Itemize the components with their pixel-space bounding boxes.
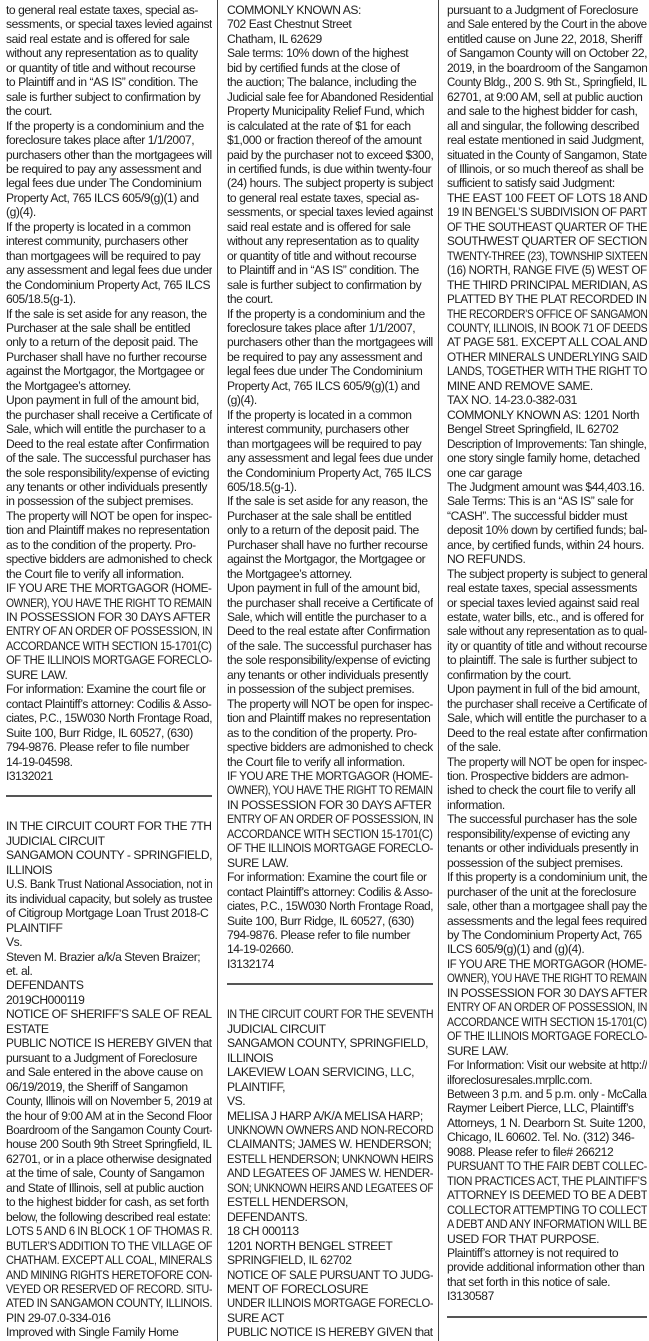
notice-text-line: any assessment and legal fees due under [227, 451, 433, 466]
notice-text-line: Property Act, 765 ILCS 605/9(g)(1) and [227, 378, 420, 393]
notice-text-line: County, Illinois will on November 5, 2019 at [6, 1094, 212, 1109]
notice-text-line: PIN 29-07.0-334-016 [6, 1310, 111, 1325]
notice-text-line: ILCS 605/9(g)(1) and (g)(4). [447, 942, 585, 957]
notice-text-line: “CASH”. The successful bidder must [447, 508, 628, 523]
notice-text-line: foreclosure takes place after 1/1/2007, [6, 133, 195, 148]
notice-separator-rule [447, 1316, 647, 1318]
notice-text-line: 9088. Please refer to file# 266212 [447, 1144, 614, 1159]
notice-text-line: be required to pay any assessment and [6, 161, 202, 176]
notice-text-line: in possession of the subject premises. [6, 494, 194, 509]
notice-text-line: CLAIMANTS; JAMES W. HENDERSON; [227, 1137, 432, 1152]
notice-text-line: Upon payment in full of the bid amount, [447, 682, 640, 697]
notice-text-line: SURE LAW. [227, 855, 289, 870]
notice-text-line: THE RECORDER’S OFFICE OF SANGAMON [447, 306, 647, 321]
notice-text-line: sale is further subject to confirmation by [6, 89, 201, 104]
notice-text-line: 62701, or in a place otherwise designated [6, 1151, 212, 1166]
notice-text-line: contact Plaintiff’s attorney: Codilis & Asso- [227, 884, 433, 899]
notice-text-line: (16) NORTH, RANGE FIVE (5) WEST OF [447, 263, 647, 278]
notice-text-line: The successful purchaser has the sole [447, 812, 637, 827]
notice-text-line: The property will NOT be open for inspec- [447, 754, 647, 769]
notice-text-line: PUBLIC NOTICE IS HEREBY GIVEN that [227, 1325, 433, 1340]
column-2 [227, 3, 433, 1341]
notice-text-line: PLATTED BY THE PLAT RECORDED IN [447, 292, 647, 307]
notice-text-line: NO REFUNDS. [447, 552, 526, 567]
notice-text-line: The property will NOT be open for inspec- [227, 696, 433, 711]
notice-text-line: any tenants or other individuals presently [6, 479, 207, 494]
notice-text-line: of Illinois, or so much thereof as shall be [447, 161, 644, 176]
notice-text-line: I3130587 [447, 1289, 494, 1304]
notice-text-line: bid by certified funds at the close of [227, 60, 400, 75]
notice-text-line: the purchaser shall receive a Certificate of [447, 696, 647, 711]
notice-text-line: to general real estate taxes, special as- [6, 3, 198, 17]
notice-text-line: ity or quantity of title and without recourse [447, 638, 647, 653]
notice-text-line: MINE AND REMOVE SAME. [447, 378, 593, 393]
notice-text-line: of the sale. [447, 740, 501, 755]
notice-text-line: in possession of the subject premises. [227, 682, 415, 697]
notice-text-line: to plaintiff. The sale is further subject to [447, 653, 638, 668]
notice-text-line: the court. [6, 104, 52, 119]
notice-text-line: PUBLIC NOTICE IS HEREBY GIVEN that [6, 1036, 212, 1051]
notice-text-line: or quantity of title and without recourse [6, 60, 196, 75]
notice-text-line: the Condominium Property Act, 765 ILCS [6, 277, 211, 292]
notice-text-line: The subject property is subject to general [447, 566, 647, 581]
notice-text-line: against the Mortgagor, the Mortgagee or [6, 364, 205, 379]
notice-text-line: of the sale. The successful purchaser has [6, 451, 211, 466]
notice-text-line: by The Condominium Property Act, 765 [447, 928, 642, 942]
notice-text-line: than mortgagees will be required to pay [227, 436, 422, 451]
notice-text-line: ENTRY OF AN ORDER OF POSSESSION, IN [447, 1000, 647, 1015]
notice-text-line: Between 3 p.m. and 5 p.m. only - McCalla [447, 1086, 647, 1101]
notice-text-line: et. al. [6, 964, 33, 978]
notice-text-line: If the sale is set aside for any reason, the [6, 306, 207, 321]
notice-text-line: or quantity of title and without recourse [227, 248, 417, 263]
notice-text-line: NOTICE OF SALE PURSUANT TO JUDG- [227, 1267, 433, 1282]
notice-text-line: Boardroom of the Sangamon County Court- [6, 1122, 212, 1137]
notice-text-line: be required to pay any assessment and [227, 349, 423, 364]
notice-text-line: UNDER ILLINOIS MORTGAGE FORECLO- [227, 1296, 433, 1311]
legal-notice-block [227, 1007, 433, 1339]
notice-text-line: the Court file to verify all information. [227, 754, 405, 769]
notice-text-line: LANDS, TOGETHER WITH THE RIGHT TO [447, 364, 647, 379]
notice-text-line: ESTATE [6, 1021, 49, 1036]
notice-text-line: PLAINTIFF [6, 920, 63, 935]
notice-text-line: situated in the County of Sangamon, State [447, 147, 647, 162]
notice-text-line: said real estate and is offered for sale [227, 219, 411, 234]
notice-text-line: purchasers other than the mortgagees will [6, 147, 212, 162]
notice-text-line: ance, by certified funds, within 24 hours. [447, 537, 644, 552]
notice-text-line: Steven M. Brazier a/k/a Steven Braizer; [6, 949, 201, 964]
notice-text-line: AND MINING RIGHTS HERETOFORE CON- [6, 1267, 212, 1282]
legal-notice-block [227, 3, 433, 971]
notice-text-line: ILLINOIS [227, 1050, 274, 1065]
notice-text-line: than mortgagees will be required to pay [6, 248, 201, 263]
notice-text-line: 2019, in the boardroom of the Sangamon [447, 60, 647, 75]
notice-text-line: purchaser of the unit at the foreclosure [447, 884, 637, 899]
notice-text-line: pursuant to a Judgment of Foreclosure [447, 3, 639, 17]
notice-text-line: interest community, purchasers other [227, 422, 409, 437]
notice-text-line: MENT OF FORECLOSURE [227, 1281, 369, 1296]
notice-text-line: 605/18.5(g-1). [6, 292, 76, 307]
notice-text-line: SURE LAW. [6, 667, 68, 682]
legal-notice-block [447, 3, 647, 1304]
notice-text-line: I3132174 [227, 956, 274, 971]
notice-text-line: deposit 10% down by certified funds; bal- [447, 523, 647, 538]
notice-text-line: at the time of sale, County of Sangamon [6, 1166, 205, 1181]
notice-text-line: Upon payment in full of the amount bid, [6, 393, 199, 408]
notice-text-line: its individual capacity, but solely as trustee [6, 891, 212, 906]
notice-text-line: the purchaser shall receive a Certificate of [227, 595, 433, 610]
notice-text-line: LOTS 5 AND 6 IN BLOCK 1 OF THOMAS R. [6, 1224, 212, 1239]
notice-text-line: THE THIRD PRINCIPAL MERIDIAN, AS [447, 277, 647, 292]
notice-text-line: and Sale entered in the above cause on [6, 1065, 203, 1080]
notice-text-line: OWNER), YOU HAVE THE RIGHT TO REMAIN [447, 971, 647, 986]
notice-text-line: Judicial sale fee for Abandoned Residential [227, 89, 433, 104]
notice-text-line: of Citigroup Mortgage Loan Trust 2018-C [6, 906, 209, 921]
notice-text-line: If the property is a condominium and the [6, 118, 204, 133]
notice-text-line: pursuant to a Judgment of Foreclosure [6, 1050, 198, 1065]
notice-text-line: 794-9876. Please refer to file number [6, 740, 190, 755]
notice-text-line: ATTORNEY IS DEEMED TO BE A DEBT [447, 1188, 647, 1203]
notice-text-line: legal fees due under The Condominium [227, 364, 423, 379]
notice-text-line: (g)(4). [6, 205, 36, 220]
notice-text-line: ATED IN SANGAMON COUNTY, ILLINOIS. [6, 1296, 212, 1311]
notice-text-line: Suite 100, Burr Ridge, IL 60527, (630) [227, 913, 414, 928]
notice-text-line: IF YOU ARE THE MORTGAGOR (HOME- [447, 956, 647, 971]
notice-text-line: estate, water bills, etc., and is offered for [447, 610, 644, 625]
notice-text-line: that set forth in this notice of sale. [447, 1274, 611, 1289]
notice-text-line: Description of Improvements: Tan shingle, [447, 436, 647, 451]
notice-text-line: the auction; The balance, including the [227, 75, 417, 90]
notice-text-line: SURE LAW. [447, 1043, 509, 1058]
notice-text-line: THE EAST 100 FEET OF LOTS 18 AND [447, 190, 647, 205]
notice-text-line: If the property is located in a common [6, 219, 191, 234]
notice-text-line: If this property is a condominium unit, the [447, 870, 647, 885]
notice-text-line: ENTRY OF AN ORDER OF POSSESSION, IN [227, 812, 433, 827]
notice-text-line: 18 CH 000113 [227, 1224, 299, 1239]
legal-notice-block [6, 819, 212, 1339]
column-3 [447, 3, 647, 1341]
notice-text-line: Purchaser shall have no further recourse [6, 349, 207, 364]
notice-text-line: or special taxes levied against said real [447, 595, 639, 610]
notice-text-line: Suite 100, Burr Ridge, IL 60527, (630) [6, 725, 193, 740]
notice-text-line: 2019CH000119 [6, 992, 85, 1007]
notice-text-line: ciates, P.C., 15W030 North Frontage Road, [6, 711, 212, 726]
notice-text-line: tion and Plaintiff makes no representation [6, 523, 210, 538]
notice-text-line: house 200 South 9th Street Springfield, IL [6, 1137, 212, 1152]
notice-text-line: the sole responsibility/expense of evicting [227, 653, 431, 668]
notice-text-line: SOUTHWEST QUARTER OF SECTION [447, 234, 647, 249]
notice-text-line: 06/19/2019, the Sheriff of Sangamon [6, 1079, 188, 1094]
notice-text-line: and State of Illinois, sell at public auction [6, 1180, 204, 1195]
notice-text-line: foreclosure takes place after 1/1/2007, [227, 320, 416, 335]
notice-text-line: contact Plaintiff’s attorney: Codilis & Asso- [6, 696, 212, 711]
notice-text-line: COMMONLY KNOWN AS: 1201 North [447, 407, 640, 422]
notice-text-line: only to a return of the deposit paid. The [6, 335, 198, 350]
notice-text-line: purchasers other than the mortgagees will [227, 335, 433, 350]
notice-text-line: ESTELL HENDERSON, [227, 1195, 348, 1210]
notice-text-line: I3132021 [6, 769, 53, 784]
notice-text-line: real estate mentioned in said Judgment, [447, 133, 644, 148]
notice-text-line: Vs. [6, 935, 23, 950]
notice-text-line: CHATHAM. EXCEPT ALL COAL, MINERALS [6, 1253, 212, 1268]
notice-text-line: Sale, which will entitle the purchaser to a [227, 610, 427, 625]
notice-text-line: AND LEGATEES OF JAMES W. HENDER- [227, 1166, 433, 1181]
notice-text-line: IN THE CIRCUIT COURT FOR THE SEVENTH [227, 1007, 433, 1022]
notice-text-line: Sale, which will entitle the purchaser to a [6, 422, 206, 437]
notice-text-line: COMMONLY KNOWN AS: [227, 3, 361, 17]
notice-text-line: Sale, which will entitle the purchaser to a [447, 711, 647, 726]
notice-text-line: ished to check the court file to verify all [447, 783, 636, 798]
notice-text-line: the Mortgagee’s attorney. [227, 566, 352, 581]
notice-text-line: all and singular, the following described [447, 118, 639, 133]
notice-text-line: ILLINOIS [6, 862, 53, 877]
column-divider [217, 0, 218, 1341]
notice-text-line: IN POSSESSION FOR 30 DAYS AFTER [447, 985, 647, 1000]
notice-text-line: County Bldg., 200 S. 9th St., Springfield, IL [447, 75, 647, 90]
notice-text-line: tenants or other individuals presently in [447, 841, 639, 856]
notice-text-line: AT PAGE 581. EXCEPT ALL COAL AND [447, 335, 647, 350]
notice-text-line: IF YOU ARE THE MORTGAGOR (HOME- [6, 581, 212, 596]
notice-text-line: sufficient to satisfy said Judgment: [447, 176, 615, 191]
notice-text-line: IN POSSESSION FOR 30 DAYS AFTER [227, 797, 432, 812]
notice-text-line: provide additional information other than [447, 1260, 645, 1275]
notice-text-line: 1201 NORTH BENGEL STREET [227, 1238, 393, 1253]
notice-text-line: against the Mortgagor, the Mortgagee or [227, 552, 426, 567]
notice-text-line: SON; UNKNOWN HEIRS AND LEGATEES OF [227, 1180, 433, 1195]
notice-text-line: Chicago, IL 60602. Tel. No. (312) 346- [447, 1130, 635, 1145]
notice-text-line: Property Act, 765 ILCS 605/9(g)(1) and [6, 190, 199, 205]
notice-text-line: the court. [227, 292, 273, 307]
notice-text-line: Plaintiff’s attorney is not required to [447, 1245, 619, 1260]
notice-text-line: the purchaser shall receive a Certificate of [6, 407, 212, 422]
notice-text-line: For information: Examine the court file or [6, 682, 206, 697]
notice-text-line: one car garage [447, 465, 523, 480]
notice-text-line: without any representation as to quality [227, 234, 419, 249]
notice-text-line: For Information: Visit our website at http:// [447, 1058, 647, 1073]
notice-text-line: U.S. Bank Trust National Association, not in [6, 877, 212, 892]
notice-text-line: the Court file to verify all information. [6, 566, 184, 581]
notice-text-line: ciates, P.C., 15W030 North Frontage Road, [227, 899, 433, 914]
notice-text-line: Deed to the real estate after confirmation [447, 725, 647, 740]
notice-text-line: real estate taxes, special assessments [447, 581, 637, 596]
notice-text-line: ilforeclosuresales.mrpllc.com. [447, 1072, 593, 1087]
notice-text-line: Property Municipality Relief Fund, which [227, 104, 425, 119]
notice-text-line: OWNER), YOU HAVE THE RIGHT TO REMAIN [6, 595, 212, 610]
notice-text-line: Raymer Leibert Pierce, LLC, Plaintiff’s [447, 1101, 634, 1116]
notice-text-line: responsibility/expense of evicting any [447, 826, 630, 841]
notice-text-line: Sale terms: 10% down of the highest [227, 46, 409, 61]
notice-text-line: entitled cause on June 22, 2018, Sheriff [447, 31, 642, 46]
notice-text-line: spective bidders are admonished to check [227, 740, 433, 755]
notice-text-line: COUNTY, ILLINOIS, IN BOOK 71 OF DEEDS [447, 320, 647, 335]
notice-text-line: 702 East Chestnut Street [227, 17, 352, 32]
notice-text-line: For information: Examine the court file or [227, 870, 427, 885]
notice-text-line: COLLECTOR ATTEMPTING TO COLLECT [447, 1202, 647, 1217]
notice-text-line: is calculated at the rate of $1 for each [227, 118, 411, 133]
column-1 [6, 3, 212, 1341]
notice-text-line: Attorneys, 1 N. Dearborn St. Suite 1200, [447, 1115, 646, 1130]
notice-text-line: the sole responsibility/expense of evicting [6, 465, 210, 480]
notice-text-line: tion. Prospective bidders are admon- [447, 769, 629, 784]
notice-text-line: ACCORDANCE WITH SECTION 15-1701(C) [447, 1014, 647, 1029]
notice-text-line: OF THE ILLINOIS MORTGAGE FORECLO- [6, 653, 212, 668]
notice-text-line: SANGAMON COUNTY, SPRINGFIELD, [227, 1036, 429, 1051]
notice-text-line: spective bidders are admonished to check [6, 552, 212, 567]
notice-text-line: If the property is located in a common [227, 407, 412, 422]
notice-text-line: VS. [227, 1094, 246, 1109]
notice-text-line: and Sale entered by the Court in the above [447, 17, 647, 32]
notice-text-line: (g)(4). [227, 393, 257, 408]
notice-text-line: Deed to the real estate after Confirmation [6, 436, 209, 451]
notice-text-line: OF THE ILLINOIS MORTGAGE FORECLO- [227, 841, 433, 856]
notice-text-line: VEYED OR RESERVED OF RECORD. SITU- [6, 1281, 212, 1296]
notice-text-line: to Plaintiff and in “AS IS” condition. The [6, 75, 198, 90]
notice-text-line: to the highest bidder for cash, as set forth [6, 1195, 209, 1210]
notice-text-line: OWNER), YOU HAVE THE RIGHT TO REMAIN [227, 783, 433, 798]
notice-text-line: ACCORDANCE WITH SECTION 15-1701(C) [227, 826, 433, 841]
notice-text-line: sessments, or special taxes levied against [6, 17, 212, 32]
notice-text-line: OTHER MINERALS UNDERLYING SAID [447, 349, 647, 364]
notice-text-line: The property will NOT be open for inspec- [6, 508, 212, 523]
notice-text-line: ESTELL HENDERSON; UNKNOWN HEIRS [227, 1151, 433, 1166]
notice-text-line: If the sale is set aside for any reason, the [227, 494, 428, 509]
column-divider [438, 0, 439, 1341]
notice-text-line: 62701, at 9:00 AM, sell at public auction [447, 89, 643, 104]
notice-text-line: IF YOU ARE THE MORTGAGOR (HOME- [227, 769, 433, 784]
notice-text-line: IN THE CIRCUIT COURT FOR THE 7TH [6, 819, 212, 834]
notice-text-line: OF THE SOUTHEAST QUARTER OF THE [447, 219, 647, 234]
notice-text-line: the hour of 9:00 AM at in the Second Floor [6, 1108, 212, 1123]
notice-text-line: Sale Terms: This is an “AS IS” sale for [447, 494, 634, 509]
notice-text-line: assessments and the legal fees required [447, 913, 647, 928]
notice-text-line: to Plaintiff and in “AS IS” condition. The [227, 263, 419, 278]
notice-text-line: LAKEVIEW LOAN SERVICING, LLC, [227, 1065, 415, 1080]
notice-text-line: Deed to the real estate after Confirmation [227, 624, 430, 639]
notice-separator-rule [6, 795, 212, 797]
notice-text-line: any tenants or other individuals presently [227, 667, 428, 682]
notice-text-line: the Mortgagee’s attorney. [6, 378, 131, 393]
notice-text-line: tion and Plaintiff makes no representation [227, 711, 431, 726]
notice-text-line: sessments, or special taxes levied against [227, 205, 433, 220]
notice-text-line: PLAINTIFF, [227, 1079, 285, 1094]
notice-text-line: A DEBT AND ANY INFORMATION WILL BE [447, 1217, 647, 1232]
notice-text-line: Upon payment in full of the amount bid, [227, 581, 420, 596]
notice-text-line: SPRINGFIELD, IL 62702 [227, 1253, 352, 1268]
notice-text-line: Chatham, IL 62629 [227, 31, 322, 46]
notice-text-line: legal fees due under The Condominium [6, 176, 202, 191]
notice-text-line: the Condominium Property Act, 765 ILCS [227, 465, 432, 480]
notice-separator-rule [227, 983, 433, 985]
notice-text-line: sale is further subject to confirmation by [227, 277, 422, 292]
notice-text-line: ACCORDANCE WITH SECTION 15-1701(C) [6, 638, 212, 653]
notice-text-line: MELISA J HARP A/K/A MELISA HARP; [227, 1108, 423, 1123]
notice-text-line: in certified funds, is due within twenty-four [227, 161, 432, 176]
notice-text-line: TWENTY-THREE (23), TOWNSHIP SIXTEEN [447, 248, 647, 263]
notice-text-line: TION PRACTICES ACT, THE PLAINTIFF’S [447, 1173, 647, 1188]
notice-text-line: Bengel Street Springfield, IL 62702 [447, 422, 619, 437]
notice-text-line: sale without any representation as to qual- [447, 624, 647, 639]
notice-text-line: possession of the subject premises. [447, 855, 623, 870]
notice-text-line: SURE ACT [227, 1310, 284, 1325]
notice-text-line: (24) hours. The subject property is subject [227, 176, 433, 191]
notice-text-line: JUDICIAL CIRCUIT [6, 833, 105, 848]
notice-text-line: IN POSSESSION FOR 30 DAYS AFTER [6, 610, 211, 625]
notice-text-line: below, the following described real estate: [6, 1209, 211, 1224]
legal-notice-block [6, 3, 212, 783]
notice-text-line: Purchaser shall have no further recourse [227, 537, 428, 552]
notice-text-line: BUTLER’S ADDITION TO THE VILLAGE OF [6, 1238, 212, 1253]
notice-text-line: any assessment and legal fees due under [6, 263, 212, 278]
notice-text-line: of the sale. The successful purchaser has [227, 638, 432, 653]
notice-text-line: OF THE ILLINOIS MORTGAGE FORECLO- [447, 1029, 647, 1044]
notice-text-line: TAX NO. 14-23.0-382-031 [447, 393, 577, 408]
notice-text-line: said real estate and is offered for sale [6, 31, 190, 46]
notice-text-line: without any representation as to quality [6, 46, 198, 61]
notice-text-line: The Judgment amount was $44,403.16. [447, 479, 645, 494]
notice-text-line: Purchaser at the sale shall be entitled [227, 508, 412, 523]
notice-text-line: NOTICE OF SHERIFF’S SALE OF REAL [6, 1007, 212, 1022]
notice-text-line: UNKNOWN OWNERS AND NON-RECORD [227, 1122, 433, 1137]
notice-text-line: and sale to the highest bidder for cash, [447, 104, 638, 119]
notice-text-line: to general real estate taxes, special as- [227, 190, 419, 205]
notice-text-line: $1,000 or fraction thereof of the amount [227, 133, 422, 148]
notice-text-line: Improved with Single Family Home [6, 1325, 179, 1340]
notice-text-line: as to the condition of the property. Pro- [227, 725, 417, 740]
notice-text-line: 794-9876. Please refer to file number [227, 928, 411, 942]
notice-text-line: confirmation by the court. [447, 667, 572, 682]
notice-text-line: Purchaser at the sale shall be entitled [6, 320, 191, 335]
notice-text-line: DEFENDANTS [6, 978, 84, 993]
notice-text-line: USED FOR THAT PURPOSE. [447, 1231, 600, 1246]
notice-text-line: 14-19-04598. [6, 754, 73, 769]
notice-text-line: information. [447, 797, 505, 812]
notice-text-line: 14-19-02660. [227, 942, 294, 957]
notice-text-line: SANGAMON COUNTY - SPRINGFIELD, [6, 848, 212, 863]
notice-text-line: paid by the purchaser not to exceed $300, [227, 147, 433, 162]
notice-text-line: 605/18.5(g-1). [227, 479, 297, 494]
notice-text-line: only to a return of the deposit paid. The [227, 523, 419, 538]
notice-text-line: sale, other than a mortgagee shall pay the [447, 899, 647, 914]
notice-text-line: PURSUANT TO THE FAIR DEBT COLLEC- [447, 1159, 647, 1174]
notice-text-line: interest community, purchasers other [6, 234, 188, 249]
notice-text-line: 19 IN BENGEL’S SUBDIVISION OF PART [447, 205, 647, 220]
notice-text-line: of Sangamon County will on October 22, [447, 46, 647, 61]
notice-text-line: JUDICIAL CIRCUIT [227, 1021, 326, 1036]
notice-text-line: one story single family home, detached [447, 451, 640, 466]
notice-text-line: If the property is a condominium and the [227, 306, 425, 321]
notice-text-line: DEFENDANTS. [227, 1209, 308, 1224]
notice-text-line: as to the condition of the property. Pro- [6, 537, 196, 552]
notice-text-line: ENTRY OF AN ORDER OF POSSESSION, IN [6, 624, 212, 639]
